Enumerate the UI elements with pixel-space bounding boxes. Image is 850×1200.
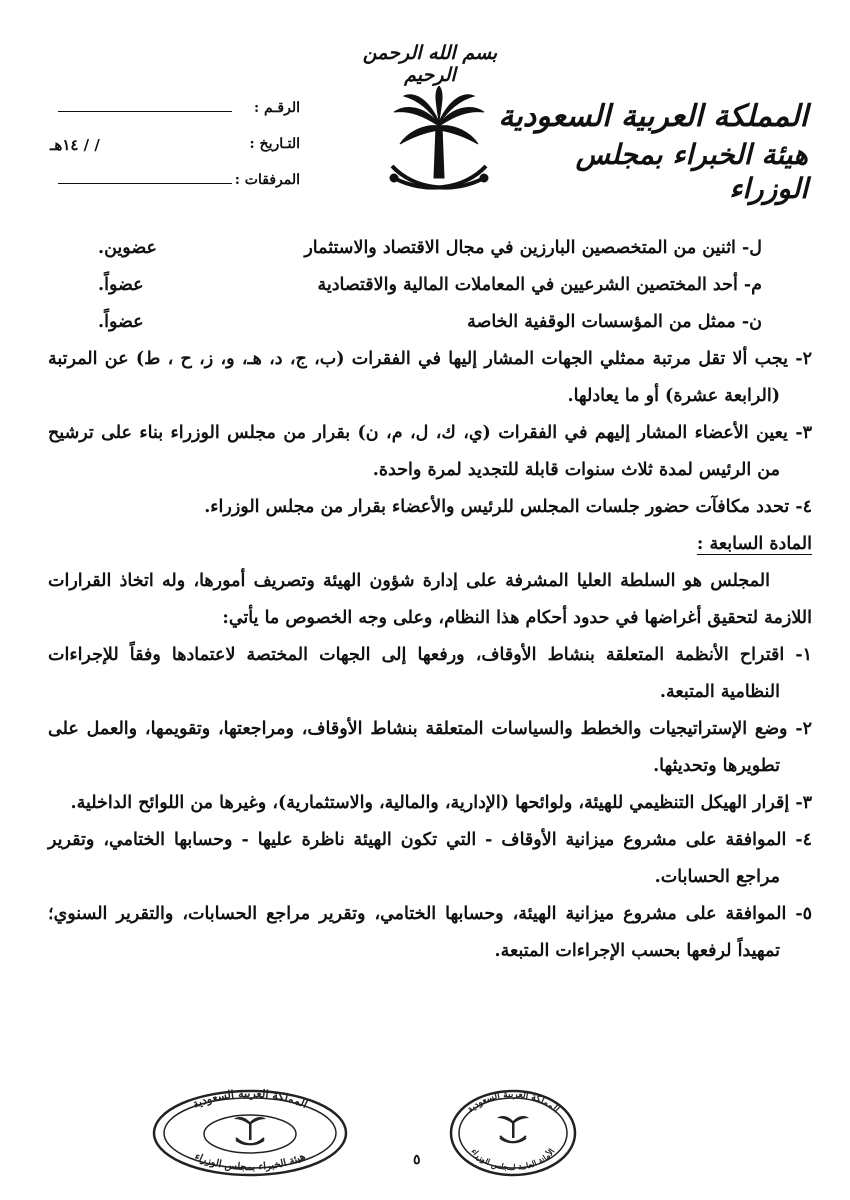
svg-text:هيئة الخبراء بمجلس الوزراء [193,1151,307,1173]
article-item-1: ١- اقتراح الأنظمة المتعلقة بنشاط الأوقاف، ورفعها إلى الجهات المختصة لاعتمادها وفقاً للإجراءات النظامية المتبعة. [48,645,812,702]
member-role: عضوين. [98,238,157,258]
date-label: التـاريخ : [249,136,300,152]
member-role: عضواً. [98,312,144,332]
attachments-line [58,183,232,184]
article-item-2: ٢- وضع الإستراتيجيات والخطط والسياسات المتعلقة بنشاط الأوقاف، ومراجعتها، وتقويمها، والعمل على تطويرها وتحديثها. [48,719,812,776]
member-text: ل- اثنين من المتخصصين البارزين في مجال الاقتصاد والاستثمار [304,238,762,258]
svg-text:المملكة العربية السعودية [466,1090,561,1116]
basmala: بسم الله الرحمن الرحيم [362,42,498,86]
page-number: ٥ [413,1152,421,1168]
attachments-label: المرفقات : [234,172,300,188]
reference-number-row [40,96,300,132]
clause-4: ٤- تحدد مكافآت حضور جلسات المجلس للرئيس والأعضاء بقرار من مجلس الوزراء. [204,497,812,517]
article-item-5: ٥- الموافقة على مشروع ميزانية الهيئة، وحسابها الختامي، وتقرير مراجع الحسابات، والتقرير السنوي؛ تمهيداً لرفعها بحسب الإجراءات المتبعة. [48,904,812,961]
member-text: م- أحد المختصين الشرعيين في المعاملات المالية والاقتصادية [317,275,762,295]
seal-right-top-text: المملكة العربية السعودية [465,1089,561,1116]
reference-block [40,96,300,204]
member-text: ن- ممثل من المؤسسات الوقفية الخاصة [467,312,762,332]
article-item-3: ٣- إقرار الهيكل التنظيمي للهيئة، ولوائحها (الإدارية، والمالية، والاستثمارية)، وغيرها من اللوائح الداخلية. [70,793,812,813]
member-item [48,230,812,267]
issuing-authority [498,100,808,206]
date-value: / / ١٤هـ [50,136,100,154]
number-label: الرقـم : [253,100,300,116]
clause-3: ٣- يعين الأعضاء المشار إليهم في الفقرات (ي، ك، ل، م، ن) بقرار من مجلس الوزراء بناء على ترشيح من الرئيس لمدة ثلاث سنوات قابلة للتجديد لمرة واحدة. [48,423,812,480]
member-role: عضواً. [98,275,144,295]
authority-name: هيئة الخبراء بمجلس الوزراء [575,138,808,205]
authority-seal-left [150,1088,350,1178]
seal-left-top-text: المملكة العربية السعودية [190,1088,310,1111]
seal-left-emblem-icon [234,1117,266,1144]
seal-left-bottom-text: هيئة الخبراء بمجلس الوزراء [192,1151,308,1174]
seal-right-emblem-icon [497,1116,529,1142]
seal-right-bottom-text: الأمانة العامة لمجلس الوزراء [469,1146,557,1173]
svg-text:الأمانة العامة لمجلس الوزراء [469,1146,556,1172]
number-line [58,111,232,112]
svg-text:المملكة العربية السعودية [191,1088,310,1111]
article-intro: المجلس هو السلطة العليا المشرفة على إدارة شؤون الهيئة وتصريف أمورها، وله اتخاذ القرارات اللازمة لتحقيق أغراضها في حدود أحكام هذا النظام، وعلى وجه الخصوص ما يأتي: [48,571,812,628]
article-heading: المادة السابعة : [696,534,812,554]
member-item [48,304,812,341]
palm-swords-emblem [384,86,494,204]
member-item [48,267,812,304]
document-body [48,230,812,970]
kingdom-name: المملكة العربية السعودية [498,99,808,134]
attachments-row [40,168,300,204]
article-item-4: ٤- الموافقة على مشروع ميزانية الأوقاف - التي تكون الهيئة ناظرة عليها - وحسابها الختامي، وتقرير مراجع الحسابات. [48,830,812,887]
authority-seal-right [448,1088,578,1178]
date-row [40,132,300,168]
clause-2: ٢- يجب ألا تقل مرتبة ممثلي الجهات المشار إليها في الفقرات (ب، ج، د، هـ، و، ز، ح ، ط) عن المرتبة (الرابعة عشرة) أو ما يعادلها. [48,349,812,406]
